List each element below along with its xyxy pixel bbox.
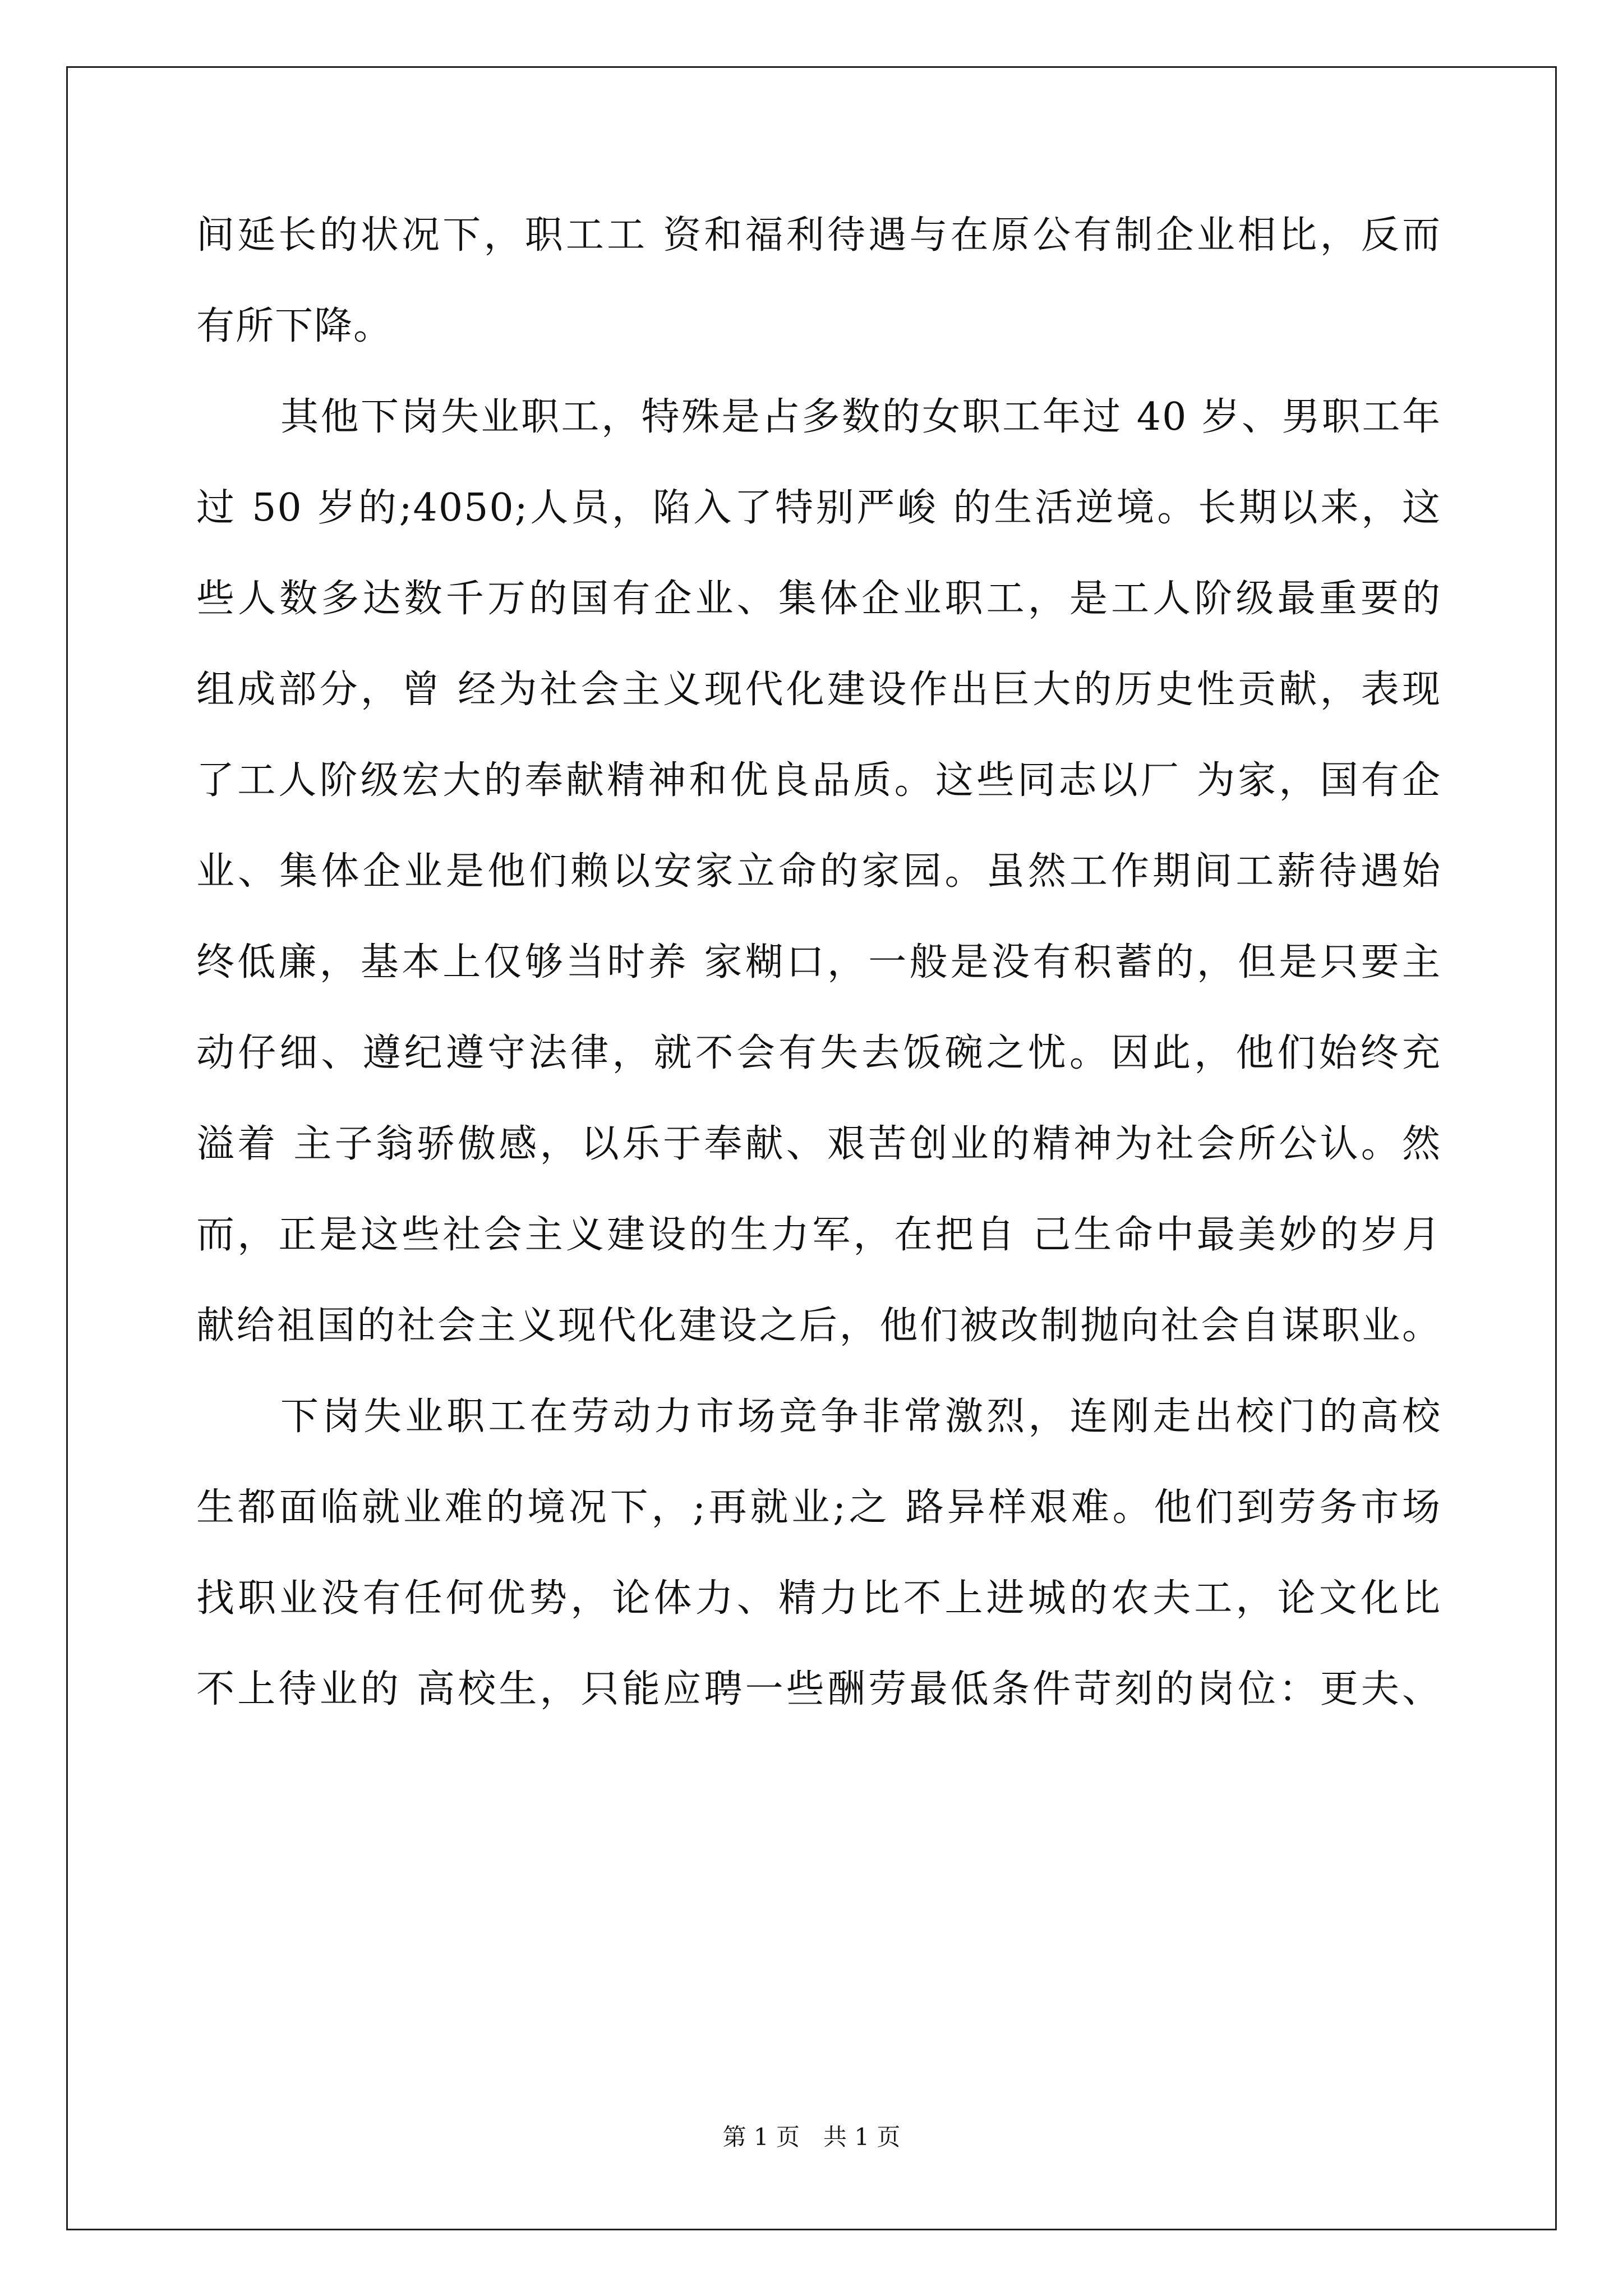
text-line: 终低廉，基本上仅够当时养 家糊口，一般是没有积蓄的，但是只要主	[196, 940, 1441, 984]
text-line: 下岗失业职工在劳动力市场竞争非常激烈，连刚走出校门的高校	[280, 1395, 1441, 1439]
text-line: 了工人阶级宏大的奉献精神和优良品质。这些同志以厂 为家，国有企	[196, 758, 1441, 803]
text-line: 找职业没有任何优势，论体力、精力比不上进城的农夫工，论文化比	[196, 1576, 1441, 1621]
text-line: 些人数多达数千万的国有企业、集体企业职工，是工人阶级最重要的	[196, 577, 1441, 621]
text-line: 而，正是这些社会主义建设的生力军，在把自 己生命中最美妙的岁月	[196, 1213, 1441, 1257]
text-line: 献给祖国的社会主义现代化建设之后，他们被改制抛向社会自谋职业。	[196, 1304, 1441, 1348]
text-line: 业、集体企业是他们赖以安家立命的家园。虽然工作期间工薪待遇始	[196, 849, 1441, 894]
text-line: 组成部分，曾 经为社会主义现代化建设作出巨大的历史性贡献，表现	[196, 668, 1441, 712]
text-line: 溢着 主子翁骄傲感，以乐于奉献、艰苦创业的精神为社会所公认。然	[196, 1122, 1441, 1166]
text-line: 不上待业的 高校生，只能应聘一些酬劳最低条件苛刻的岗位：更夫、	[196, 1667, 1441, 1711]
text-line: 生都面临就业难的境况下，;再就业;之 路异样艰难。他们到劳务市场	[196, 1485, 1441, 1530]
text-line: 间延长的状况下，职工工 资和福利待遇与在原公有制企业相比，反而	[196, 213, 1441, 257]
text-line: 有所下降。	[196, 304, 393, 348]
text-line: 其他下岗失业职工，特殊是占多数的女职工年过 40 岁、男职工年	[280, 395, 1441, 439]
text-line: 过 50 岁的;4050;人员，陷入了特别严峻 的生活逆境。长期以来，这	[196, 486, 1441, 530]
page-number: 第 1 页 共 1 页	[722, 2123, 901, 2151]
text-line: 动仔细、遵纪遵守法律，就不会有失去饭碗之忧。因此，他们始终充	[196, 1031, 1441, 1075]
